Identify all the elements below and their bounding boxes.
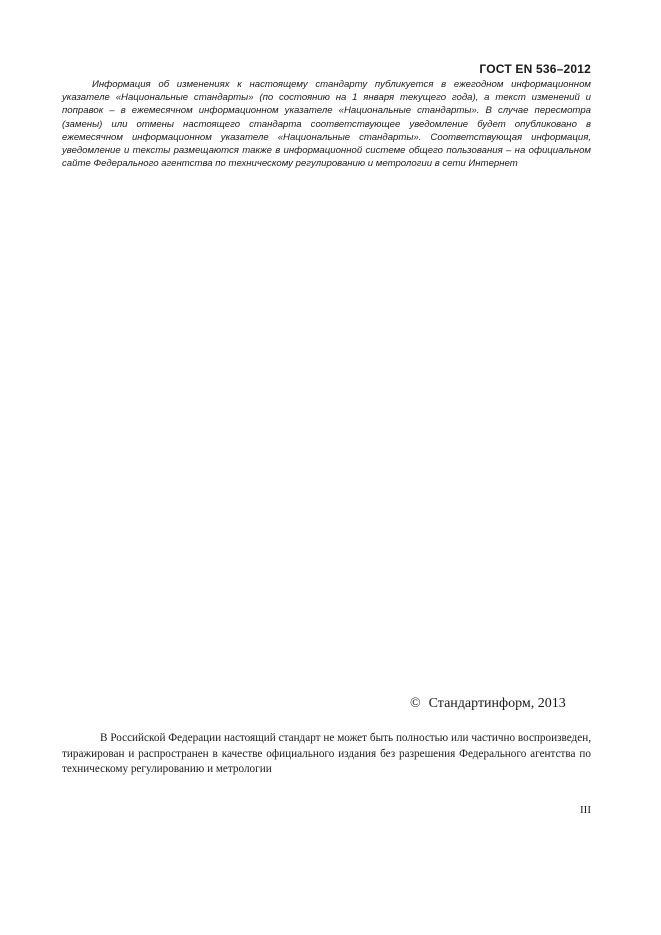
copyright-line: [410, 696, 566, 712]
copyright-icon: ©: [410, 696, 421, 711]
reprint-restriction-paragraph: В Российской Федерации настоящий стандарт не может быть полностью или частично воспроизведен, тиражирован и распространен в качестве официального издания без разрешения Федерального агентства по техническому регулированию и метрологии: [62, 732, 591, 775]
page-number: III: [580, 804, 591, 816]
changes-notice-paragraph: Информация об изменениях к настоящему стандарту публикуется в ежегодном информационном указателе «Национальные стандарты» (по состоянию на 1 января текущего года), а текст изменений и поправок – в ежемесячном информационном указателе «Национальные стандарты». В случае пересмотра (замены) или отмены настоящего стандарта соответствующее уведомление будет опубликовано в ежемесячном информационном указателе «Национальные стандарты». Соответствующая информация, уведомление и тексты размещаются также в информационной системе общего пользования – на официальном сайте Федерального агентства по техническому регулированию и метрологии в сети Интернет: [62, 79, 591, 170]
copyright-text: Стандартинформ, 2013: [428, 696, 566, 711]
standard-code: ГОСТ EN 536–2012: [479, 62, 591, 76]
